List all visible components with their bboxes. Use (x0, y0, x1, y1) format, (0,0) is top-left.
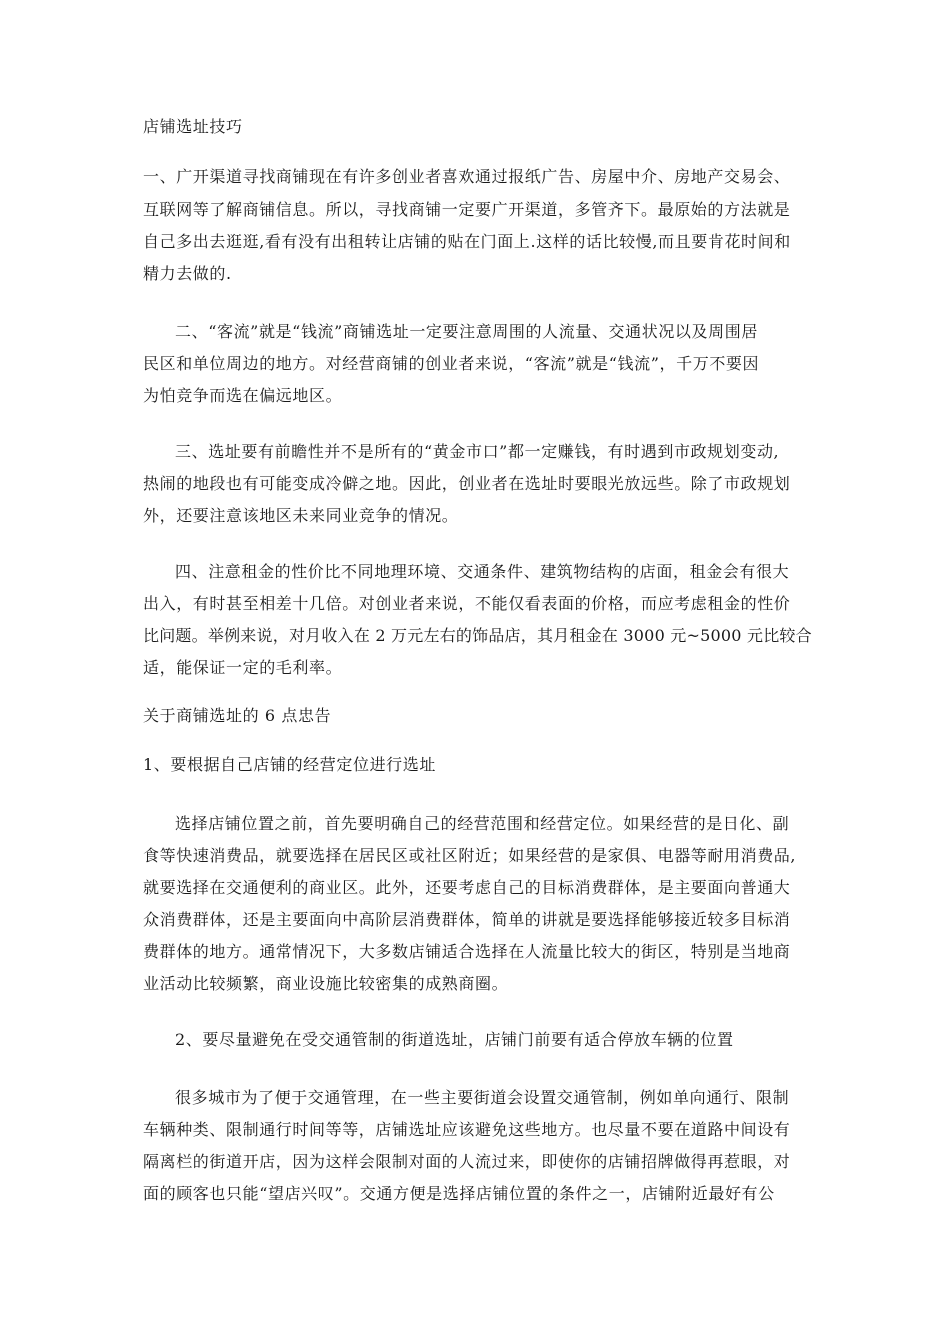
paragraph-5-line-2: 食等快速消费品，就要选择在居民区或社区附近；如果经营的是家俱、电器等耐用消费品, (143, 846, 797, 865)
paragraph-1-line-2: 互联网等了解商铺信息。所以，寻找商铺一定要广开渠道，多管齐下。最原始的方法就是 (143, 200, 791, 219)
paragraph-3-line-3: 外，还要注意该地区未来同业竞争的情况。 (143, 506, 459, 525)
paragraph-4-line-1: 四、注意租金的性价比不同地理环境、交通条件、建筑物结构的店面，租金会有很大 (175, 562, 790, 581)
paragraph-4-line-3: 比问题。举例来说，对月收入在 2 万元左右的饰品店，其月租金在 3000 元~5000 元比较合 (143, 626, 812, 645)
paragraph-5-line-4: 众消费群体，还是主要面向中高阶层消费群体，简单的讲就是要选择能够接近较多目标消 (143, 910, 791, 929)
paragraph-6-line-1: 很多城市为了便于交通管理，在一些主要街道会设置交通管制，例如单向通行、限制 (175, 1088, 790, 1107)
item-2-title: 2、要尽量避免在受交通管制的街道选址，店铺门前要有适合停放车辆的位置 (175, 1030, 734, 1049)
paragraph-6-line-4: 面的顾客也只能“望店兴叹”。交通方便是选择店铺位置的条件之一，店铺附近最好有公 (143, 1184, 775, 1203)
item-1-title: 1、要根据自己店铺的经营定位进行选址 (143, 755, 436, 774)
paragraph-5-line-6: 业活动比较频繁，商业设施比较密集的成熟商圈。 (143, 974, 509, 993)
paragraph-6-line-2: 车辆种类、限制通行时间等等，店铺选址应该避免这些地方。也尽量不要在道路中间设有 (143, 1120, 791, 1139)
paragraph-4-line-4: 适，能保证一定的毛利率。 (143, 658, 343, 677)
paragraph-4-line-2: 出入，有时甚至相差十几倍。对创业者来说，不能仅看表面的价格，而应考虑租金的性价 (143, 594, 791, 613)
paragraph-1-line-4: 精力去做的. (143, 264, 232, 283)
paragraph-2-line-3: 为怕竞争而选在偏远地区。 (143, 386, 343, 405)
paragraph-5-line-3: 就要选择在交通便利的商业区。此外，还要考虑自己的目标消费群体，是主要面向普通大 (143, 878, 791, 897)
paragraph-3-line-2: 热闹的地段也有可能变成冷僻之地。因此，创业者在选址时要眼光放远些。除了市政规划 (143, 474, 791, 493)
document-title: 店铺选址技巧 (143, 117, 243, 136)
paragraph-6-line-3: 隔离栏的街道开店，因为这样会限制对面的人流过来，即使你的店铺招牌做得再惹眼，对 (143, 1152, 791, 1171)
section-heading: 关于商铺选址的 6 点忠告 (143, 706, 332, 725)
paragraph-2-line-2: 民区和单位周边的地方。对经营商铺的创业者来说，“客流”就是“钱流”，千万不要因 (143, 354, 760, 373)
paragraph-3-line-1: 三、选址要有前瞻性并不是所有的“黄金市口”都一定赚钱，有时遇到市政规划变动, (175, 442, 780, 461)
paragraph-1-line-3: 自己多出去逛逛,看有没有出租转让店铺的贴在门面上.这样的话比较慢,而且要肯花时间和 (143, 232, 791, 251)
paragraph-5-line-5: 费群体的地方。通常情况下，大多数店铺适合选择在人流量比较大的街区，特别是当地商 (143, 942, 791, 961)
paragraph-5-line-1: 选择店铺位置之前，首先要明确自己的经营范围和经营定位。如果经营的是日化、副 (175, 814, 790, 833)
paragraph-1-line-1: 一、广开渠道寻找商铺现在有许多创业者喜欢通过报纸广告、房屋中介、房地产交易会、 (143, 167, 791, 186)
paragraph-2-line-1: 二、“客流”就是“钱流”商铺选址一定要注意周围的人流量、交通状况以及周围居 (175, 322, 758, 341)
